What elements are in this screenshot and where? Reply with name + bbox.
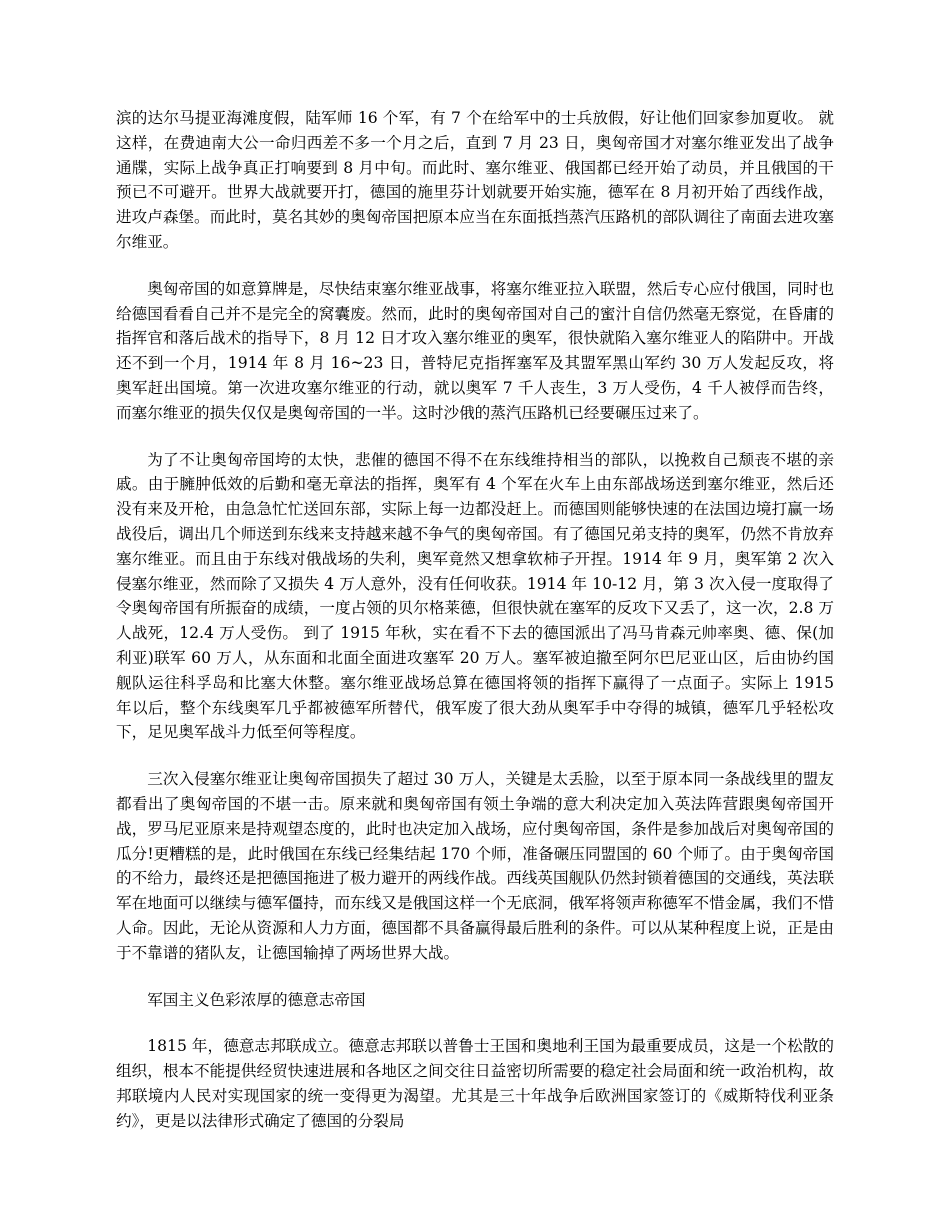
section-heading: 军国主义色彩浓厚的德意志帝国: [147, 990, 366, 1009]
paragraph-3: 为了不让奥匈帝国垮的太快，悲催的德国不得不在东线维持相当的部队，以挽救自己颓丧不堪的亲戚。由于臃肿低效的后勤和毫无章法的指挥，奥军有 4 个军在火车上由东部战场送到塞尔维亚，然后还没有来及开枪，由急急忙忙送回东部，实际上每一边都没赶上。而德国则能够快速的在法国边境打赢一场战役后，调出几个师送到东线来支持越来越不争气的奥匈帝国。有了德国兄弟支持的奥军，仍然不肯放弃塞尔维亚。而且由于东线对俄战场的失利，奥军竟然又想拿软柿子开捏。1914 年 9 月，奥军第 2 次入侵塞尔维亚，然而除了又损失 4 万人意外，没有任何收获。1914 年 10-12 月，第 3 次入侵一度取得了令奥匈帝国有所振奋的成绩，一度占领的贝尔格莱德，但很快就在塞军的反攻下又丢了，这一次，2.8 万人战死，12.4 万人受伤。 到了 1915 年秋，实在看不下去的德国派出了冯马肯森元帅率奥、德、保(加利亚)联军 60 万人，从东面和北面全面进攻塞军 20 万人。塞军被迫撤至阿尔巴尼亚山区，后由协约国舰队运往科孚岛和比塞大休整。塞尔维亚战场总算在德国将领的指挥下赢得了一点面子。实际上 1915 年以后，整个东线奥军几乎都被德军所替代，俄军废了很大劲从奥军手中夺得的城镇，德军几乎轻松攻下，足见奥军战斗力低至何等程度。: [116, 450, 834, 742]
document-page: [116, 106, 834, 1155]
paragraph-5: 1815 年，德意志邦联成立。德意志邦联以普鲁士王国和奥地利王国为最重要成员，这是一个松散的组织，根本不能提供经贸快速进展和各地区之间交往日益密切所需要的稳定社会局面和统一政治机构，故邦联境内人民对实现国家的统一变得更为渴望。尤其是三十年战争后欧洲国家签订的《威斯特伐利亚条约》，更是以法律形式确定了德国的分裂局: [116, 1037, 834, 1130]
paragraph-2: 奥匈帝国的如意算牌是，尽快结束塞尔维亚战事，将塞尔维亚拉入联盟，然后专心应付俄国，同时也给德国看看自己并不是完全的窝囊废。然而，此时的奥匈帝国对自己的蜜汁自信仍然毫无察觉，在昏庸的指挥官和落后战术的指导下，8 月 12 日才攻入塞尔维亚的奥军，很快就陷入塞尔维亚人的陷阱中。开战还不到一个月，1914 年 8 月 16~23 日，普特尼克指挥塞军及其盟军黑山军约 30 万人发起反攻，将奥军赶出国境。第一次进攻塞尔维亚的行动，就以奥军 7 千人丧生，3 万人受伤，4 千人被俘而告终，而塞尔维亚的损失仅仅是奥匈帝国的一半。这时沙俄的蒸汽压路机已经要碾压过来了。: [116, 279, 834, 422]
paragraph-1: 滨的达尔马提亚海滩度假，陆军师 16 个军，有 7 个在给军中的士兵放假，好让他们回家参加夏收。 就这样，在费迪南大公一命归西差不多一个月之后，直到 7 月 23 日，奥匈帝国才对塞尔维亚发出了战争通牒，实际上战争真正打响要到 8 月中旬。而此时、塞尔维亚、俄国都已经开始了动员，并且俄国的干预已不可避开。世界大战就要开打，德国的施里芬计划就要开始实施，德军在 8 月初开始了西线作战，进攻卢森堡。而此时，莫名其妙的奥匈帝国把原本应当在东面抵挡蒸汽压路机的部队调往了南面去进攻塞尔维亚。: [116, 109, 834, 251]
paragraph-4: 三次入侵塞尔维亚让奥匈帝国损失了超过 30 万人，关键是太丢脸，以至于原本同一条战线里的盟友都看出了奥匈帝国的不堪一击。原来就和奥匈帝国有领土争端的意大利决定加入英法阵营跟奥匈帝国开战，罗马尼亚原来是持观望态度的，此时也决定加入战场，应付奥匈帝国，条件是参加战后对奥匈帝国的瓜分!更糟糕的是，此时俄国在东线已经集结起 170 个师，准备碾压同盟国的 60 个师了。由于奥匈帝国的不给力，最终还是把德国拖进了极力避开的两线作战。西线英国舰队仍然封锁着德国的交通线，英法联军在地面可以继续与德军僵持，而东线又是俄国这样一个无底洞，俄军将领声称德军不惜金属，我们不惜人命。因此，无论从资源和人力方面，德国都不具备赢得最后胜利的条件。可以从某种程度上说，正是由于不靠谱的猪队友，让德国输掉了两场世界大战。: [116, 770, 834, 962]
